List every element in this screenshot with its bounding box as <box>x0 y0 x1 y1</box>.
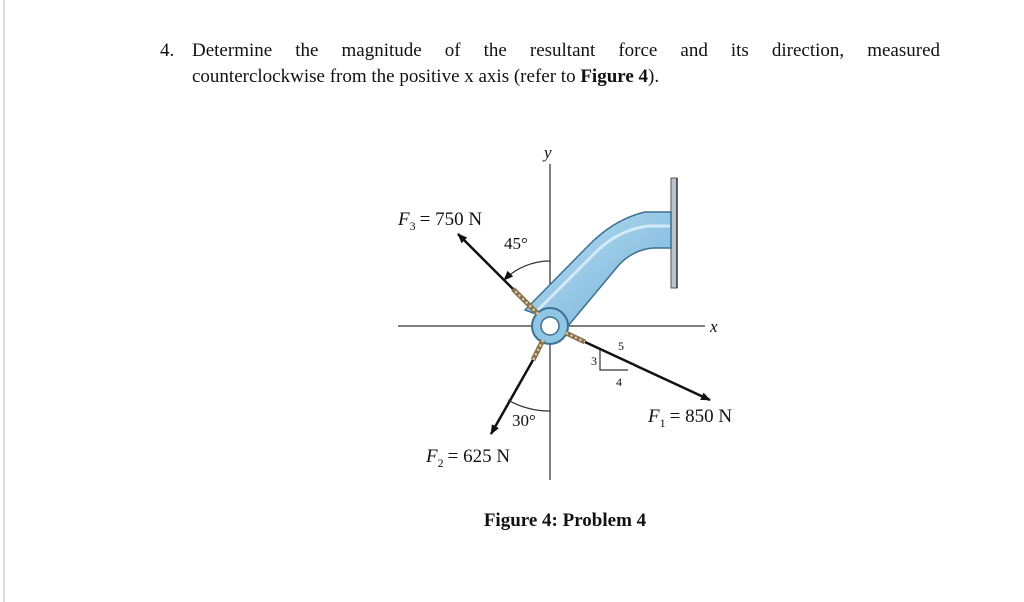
problem-text-line-1: Determine the magnitude of the resultant force and its direction, measured <box>192 40 940 61</box>
force-f1-value: = 850 N <box>669 406 733 427</box>
force-f1-symbol: F <box>648 406 660 427</box>
force-f3-subscript: 3 <box>409 219 416 233</box>
angle-arc-f2 <box>508 400 550 411</box>
problem-text-line-2-prefix: counterclockwise from the positive x axis (refer to <box>192 66 581 87</box>
figure-reference: Figure 4 <box>580 66 649 87</box>
ring-hole <box>541 317 559 335</box>
wall-plate <box>671 178 677 288</box>
slope-run-label: 4 <box>616 375 622 389</box>
problem-number: 4. <box>160 40 175 61</box>
force-f1-label <box>647 406 732 430</box>
force-f2-value: = 625 N <box>447 446 511 467</box>
x-axis-label: x <box>710 317 718 336</box>
angle-label-f3: 45° <box>504 234 528 253</box>
figure-caption: Figure 4: Problem 4 <box>483 510 647 531</box>
force-f3-label <box>397 209 482 233</box>
force-f3-value: = 750 N <box>419 209 483 230</box>
slope-hyp-label: 5 <box>618 339 624 353</box>
slope-rise-label: 3 <box>591 354 597 368</box>
force-diagram-svg <box>380 140 780 500</box>
problem-text-line-2 <box>160 64 940 90</box>
problem-text-line-2-suffix: ). <box>648 66 660 87</box>
force-f1-subscript: 1 <box>659 416 666 430</box>
problem-statement <box>160 38 940 90</box>
force-f1-arrow <box>585 342 710 400</box>
y-axis-label: y <box>544 143 552 162</box>
force-f3-symbol: F <box>398 209 410 230</box>
force-f2-symbol: F <box>426 446 438 467</box>
force-f2-label <box>425 446 510 470</box>
force-diagram <box>380 140 780 500</box>
angle-arc-f3 <box>504 261 550 280</box>
force-f2-subscript: 2 <box>437 456 444 470</box>
angle-label-f2: 30° <box>512 411 536 430</box>
